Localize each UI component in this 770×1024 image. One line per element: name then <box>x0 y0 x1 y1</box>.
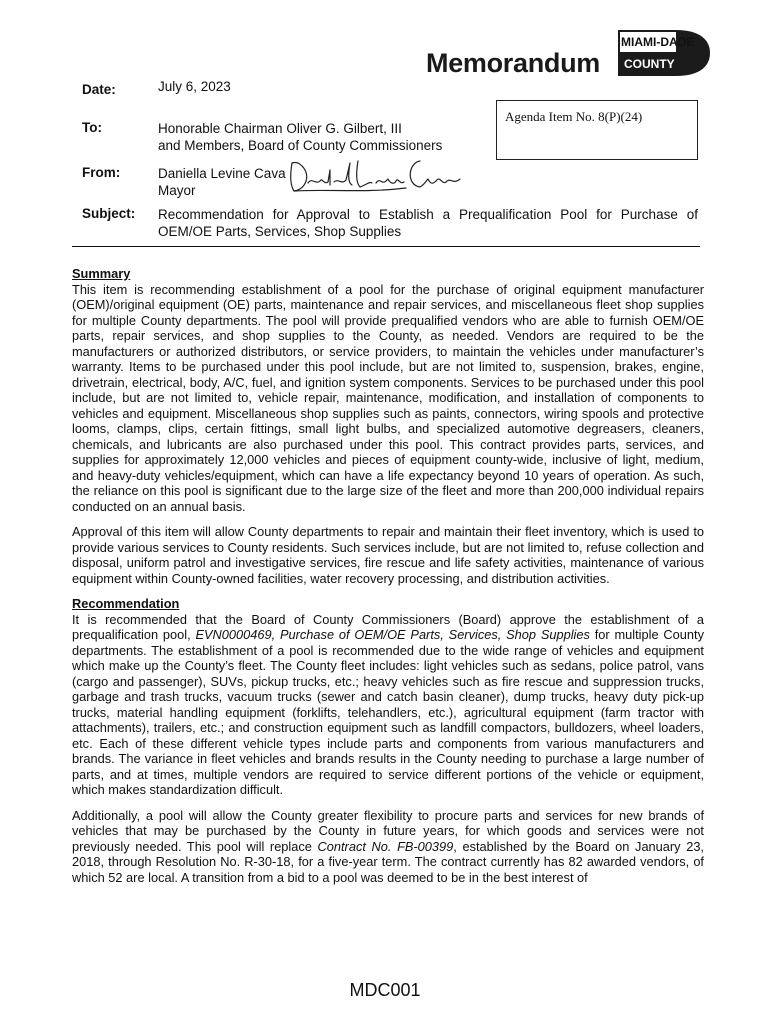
subject-line-2: OEM/OE Parts, Services, Shop Supplies <box>158 224 402 239</box>
signature-image <box>286 155 468 197</box>
from-line-2: Mayor <box>158 183 196 198</box>
date-label: Date: <box>82 82 116 97</box>
header-divider <box>72 246 700 247</box>
from-line-1: Daniella Levine Cava <box>158 166 286 181</box>
recommendation-paragraph-1 <box>72 612 704 798</box>
agenda-item-box: Agenda Item No. 8(P)(24) <box>496 100 698 160</box>
from-label: From: <box>82 165 121 180</box>
summary-heading: Summary <box>72 266 131 281</box>
subject-value <box>158 206 698 240</box>
rec-p1-text-b: for multiple County departments. The establishment of a pool is recommended due to the wide range of vehicles and equipment which make up the County’s fleet. The County fleet includes: light vehicles such as sedans, police patrol, vans (cargo and passenger), SUVs, pickup trucks, etc.; heavy vehicles such as fire rescue and suppression trucks, garbage and trash trucks, vacuum trucks (sewer and catch basin cleaner), dump trucks, heavy duty pick-up trucks, material handling equipment (forklifts, telehandlers, etc.), agricultural equipment (farm tractor with attachments), trailers, etc.; and construction equipment such as landfill compactors, bulldozers, wheel loaders, etc. Each of these different vehicle types include parts and components from various manufacturers and brands. The variance in fleet vehicles and brands results in the County needing to purchase a large number of parts, and at times, multiple vendors are required to service different portions of the vehicle or equipment, which makes standardization difficult. <box>72 627 704 797</box>
date-value: July 6, 2023 <box>158 79 231 94</box>
summary-paragraph-2: Approval of this item will allow County departments to repair and maintain their fleet inventory, which is used to provide various services to County residents. Such services include, but are not limited to, refuse collection and disposal, uniform patrol and investigative services, fire rescue and life safety activities, maintenance of various equipment within County-owned facilities, water recovery processing, and distribution activities. <box>72 524 704 586</box>
to-line-2: and Members, Board of County Commissioners <box>158 138 443 153</box>
to-label: To: <box>82 120 102 135</box>
page-footer-id: MDC001 <box>349 980 421 1000</box>
recommendation-paragraph-2 <box>72 808 704 886</box>
subject-line-1: Recommendation for Approval to Establish a Prequalification Pool for Purchase of <box>158 207 698 222</box>
to-value <box>158 120 442 154</box>
rec-p2-contract-no: Contract No. FB-00399 <box>317 838 454 854</box>
rec-p1-pool-name: EVN0000469, Purchase of OEM/OE Parts, Services, Shop Supplies <box>195 627 590 642</box>
memo-title: Memorandum <box>426 48 601 78</box>
from-value <box>158 165 286 199</box>
logo-line2: COUNTY <box>624 57 675 71</box>
rec-p1-text-a: It is recommended that the Board of County Commissioners (Board) approve the establishment of a prequalification pool, <box>72 611 704 642</box>
subject-label: Subject: <box>82 206 136 221</box>
to-line-1: Honorable Chairman Oliver G. Gilbert, III <box>158 121 402 136</box>
logo-line1: MIAMI-DADE <box>621 35 695 49</box>
rec-p2-text-a: Additionally, a pool will allow the County greater flexibility to procure parts and services for new brands of vehicles that may be purchased by the County in future years, for which goods and services were not previously needed. This pool will replace <box>72 807 704 854</box>
miami-dade-county-logo <box>618 30 710 76</box>
rec-p2-text-b: , established by the Board on January 23, 2018, through Resolution No. R-30-18, for a five-year term. The contract currently has 82 awarded vendors, of which 52 are local. A transition from a bid to a pool was deemed to be in the best interest of <box>72 838 704 885</box>
recommendation-heading: Recommendation <box>72 596 180 611</box>
memo-body <box>72 266 704 895</box>
summary-paragraph-1: This item is recommending establishment of a pool for the purchase of original equipment manufacturer (OEM)/original equipment (OE) parts, maintenance and repair services, and miscellaneous fleet shop supplies for multiple County departments. The pool will provide prequalified vendors who are able to furnish OEM/OE parts, repair services, and shop supplies to the County, as needed. Vendors are required to be the manufacturers or authorized distributors, or service providers, to maintain the vehicles under manufacturer’s warranty. Items to be purchased under this pool include, but are not limited to, suspension, brakes, engine, drivetrain, electrical, body, A/C, fuel, and ignition system components. Services to be purchased under this pool include, but are not limited to, vehicle repair, maintenance, modification, and installation of components to vehicles and equipment. Miscellaneous shop supplies such as paints, connectors, wiring spools and protective looms, clamps, clips, certain fittings, small light bulbs, and specialized automotive degreasers, cleaners, chemicals, and lubricants are also purchased under this pool. This contract provides parts, services, and supplies for approximately 12,000 vehicles and pieces of equipment county-wide, inclusive of light, medium, and heavy-duty vehicles/equipment, which can have a life expectancy beyond 10 years of operation. As such, the reliance on this pool is significant due to the large size of the fleet and more than 200,000 individual repairs conducted on an annual basis. <box>72 281 704 514</box>
